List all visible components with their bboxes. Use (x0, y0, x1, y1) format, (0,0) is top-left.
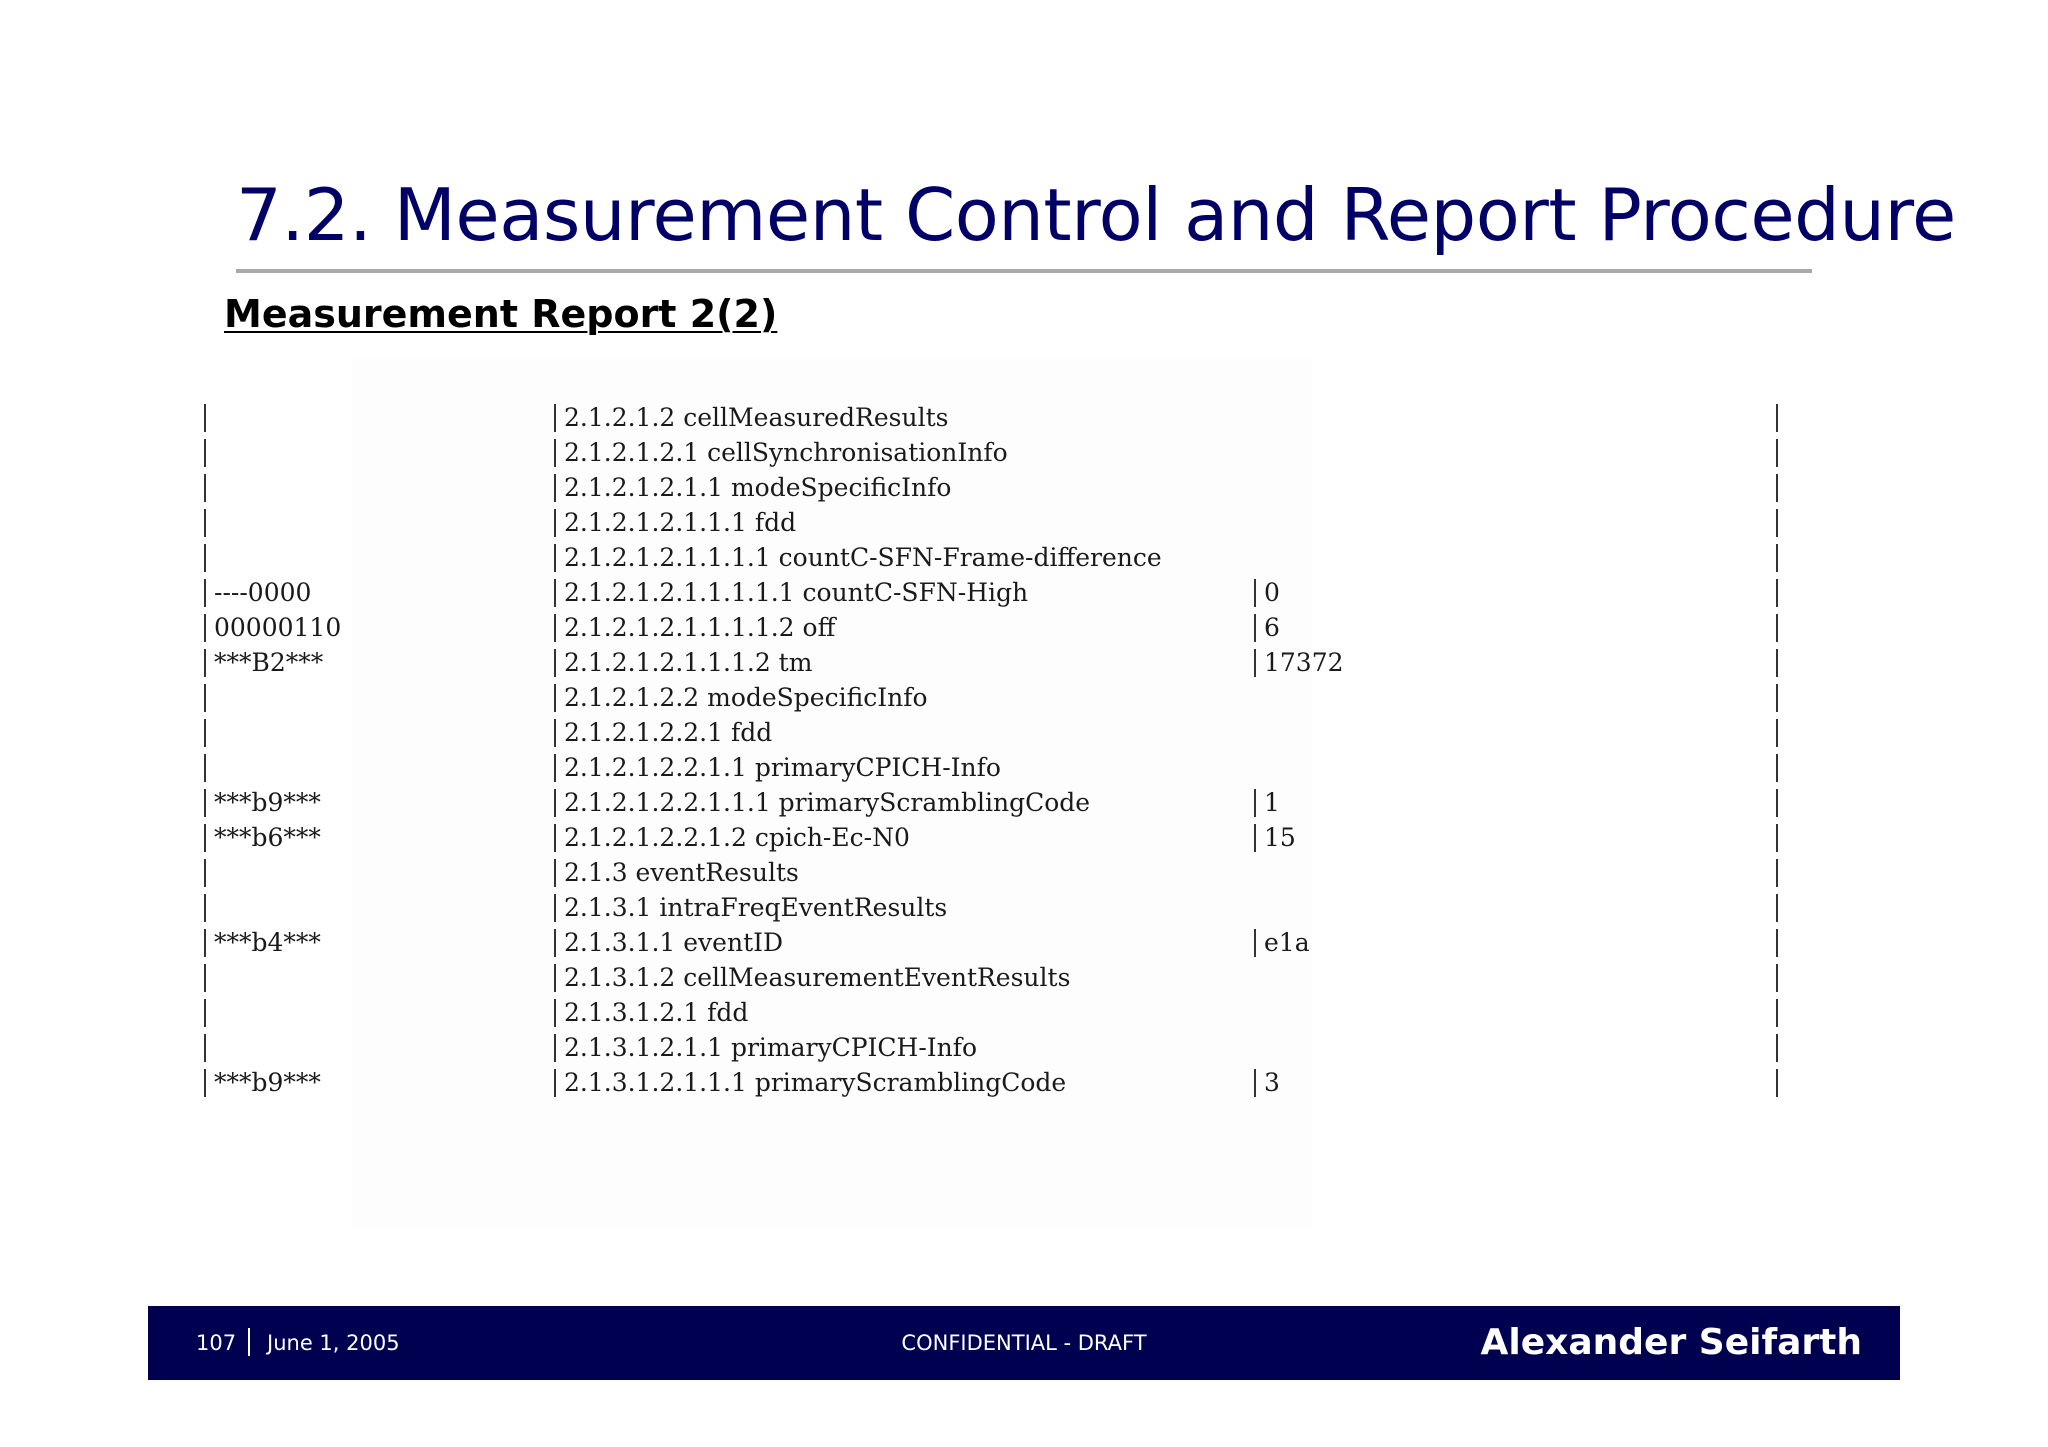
raw-bits-text: 00000110 (214, 613, 342, 642)
field-name-text: 2.1.2.1.2.1 cellSynchronisationInfo (564, 438, 1008, 467)
column-separator (204, 474, 206, 502)
column-separator (554, 929, 556, 957)
field-name-cell (554, 925, 1254, 960)
column-separator (1776, 929, 1778, 957)
column-separator (204, 404, 206, 432)
column-separator (1776, 964, 1778, 992)
field-name-cell (554, 1065, 1254, 1100)
field-name-text: 2.1.3.1 intraFreqEventResults (564, 893, 948, 922)
field-name-text: 2.1.3.1.1 eventID (564, 928, 784, 957)
field-name-cell (554, 1030, 1254, 1065)
column-separator (204, 544, 206, 572)
field-value-cell (1254, 540, 1776, 575)
trace-row (204, 610, 1782, 645)
field-value-cell (1254, 890, 1776, 925)
field-name-cell (554, 435, 1254, 470)
field-name-text: 2.1.2.1.2.1.1.1.1 countC-SFN-Frame-difference (564, 543, 1162, 572)
column-separator (1776, 614, 1778, 642)
column-separator (1776, 754, 1778, 782)
column-separator (204, 824, 206, 852)
column-separator (554, 649, 556, 677)
field-name-text: 2.1.3.1.2.1 fdd (564, 998, 749, 1027)
column-separator (554, 964, 556, 992)
field-value-cell (1254, 645, 1776, 680)
trace-row (204, 785, 1782, 820)
column-separator (1254, 1069, 1256, 1097)
column-separator (554, 509, 556, 537)
trace-row (204, 1065, 1782, 1100)
row-end-cell (1776, 505, 1782, 540)
field-name-text: 2.1.2.1.2.2.1 fdd (564, 718, 773, 747)
field-value-cell (1254, 785, 1776, 820)
raw-bits-text: ***b4*** (214, 928, 321, 957)
raw-bits-cell (204, 505, 554, 540)
column-separator (554, 789, 556, 817)
column-separator (554, 719, 556, 747)
column-separator (204, 649, 206, 677)
field-name-text: 2.1.2.1.2.2.1.2 cpich-Ec-N0 (564, 823, 910, 852)
field-name-cell (554, 680, 1254, 715)
column-separator (204, 894, 206, 922)
raw-bits-cell (204, 435, 554, 470)
field-value-cell (1254, 1065, 1776, 1100)
column-separator (204, 684, 206, 712)
field-value-cell (1254, 435, 1776, 470)
row-end-cell (1776, 540, 1782, 575)
trace-row (204, 750, 1782, 785)
field-name-cell (554, 995, 1254, 1030)
field-value-text: e1a (1264, 928, 1310, 957)
column-separator (1776, 509, 1778, 537)
row-end-cell (1776, 995, 1782, 1030)
field-name-cell (554, 715, 1254, 750)
trace-row (204, 715, 1782, 750)
trace-row (204, 645, 1782, 680)
column-separator (204, 929, 206, 957)
field-value-cell (1254, 820, 1776, 855)
column-separator (1776, 894, 1778, 922)
column-separator (204, 1034, 206, 1062)
column-separator (1254, 614, 1256, 642)
row-end-cell (1776, 435, 1782, 470)
field-name-text: 2.1.3.1.2.1.1.1 primaryScramblingCode (564, 1068, 1067, 1097)
trace-row (204, 820, 1782, 855)
column-separator (554, 404, 556, 432)
raw-bits-cell (204, 785, 554, 820)
column-separator (1254, 929, 1256, 957)
field-name-text: 2.1.2.1.2.1.1.1 fdd (564, 508, 797, 537)
row-end-cell (1776, 785, 1782, 820)
field-value-cell (1254, 575, 1776, 610)
column-separator (554, 754, 556, 782)
trace-row (204, 400, 1782, 435)
field-value-text: 15 (1264, 823, 1296, 852)
column-separator (1776, 579, 1778, 607)
raw-bits-text: ***b6*** (214, 823, 321, 852)
field-name-cell (554, 890, 1254, 925)
row-end-cell (1776, 890, 1782, 925)
column-separator (1776, 1069, 1778, 1097)
raw-bits-cell (204, 575, 554, 610)
column-separator (554, 1034, 556, 1062)
field-value-cell (1254, 960, 1776, 995)
field-name-text: 2.1.2.1.2.1.1.1.2 tm (564, 648, 813, 677)
column-separator (1776, 1034, 1778, 1062)
trace-row (204, 435, 1782, 470)
field-name-cell (554, 575, 1254, 610)
row-end-cell (1776, 715, 1782, 750)
footer-date: June 1, 2005 (267, 1331, 400, 1355)
field-name-cell (554, 400, 1254, 435)
column-separator (204, 439, 206, 467)
column-separator (1776, 404, 1778, 432)
column-separator (204, 579, 206, 607)
field-value-cell (1254, 750, 1776, 785)
column-separator (1776, 439, 1778, 467)
field-name-text: 2.1.2.1.2.2.1.1.1 primaryScramblingCode (564, 788, 1091, 817)
slide-title: 7.2. Measurement Control and Report Procedure (236, 173, 1956, 257)
title-divider (236, 269, 1812, 273)
field-value-cell (1254, 1030, 1776, 1065)
column-separator (1776, 649, 1778, 677)
field-name-cell (554, 855, 1254, 890)
column-separator (554, 824, 556, 852)
row-end-cell (1776, 960, 1782, 995)
trace-row (204, 925, 1782, 960)
trace-row (204, 960, 1782, 995)
row-end-cell (1776, 575, 1782, 610)
column-separator (1254, 824, 1256, 852)
raw-bits-cell (204, 1030, 554, 1065)
column-separator (554, 474, 556, 502)
column-separator (1254, 649, 1256, 677)
field-name-cell (554, 505, 1254, 540)
raw-bits-cell (204, 540, 554, 575)
field-name-cell (554, 540, 1254, 575)
column-separator (554, 859, 556, 887)
column-separator (554, 894, 556, 922)
column-separator (204, 859, 206, 887)
column-separator (554, 999, 556, 1027)
column-separator (1776, 999, 1778, 1027)
raw-bits-cell (204, 750, 554, 785)
column-separator (554, 684, 556, 712)
raw-bits-cell (204, 995, 554, 1030)
column-separator (204, 509, 206, 537)
column-separator (1776, 684, 1778, 712)
field-value-cell (1254, 680, 1776, 715)
column-separator (554, 544, 556, 572)
raw-bits-text: ***B2*** (214, 648, 324, 677)
row-end-cell (1776, 855, 1782, 890)
column-separator (554, 614, 556, 642)
column-separator (204, 999, 206, 1027)
column-separator (1776, 859, 1778, 887)
raw-bits-cell (204, 925, 554, 960)
raw-bits-cell (204, 855, 554, 890)
field-name-cell (554, 645, 1254, 680)
column-separator (554, 1069, 556, 1097)
field-value-text: 1 (1264, 788, 1280, 817)
field-value-text: 6 (1264, 613, 1280, 642)
row-end-cell (1776, 645, 1782, 680)
column-separator (1776, 544, 1778, 572)
row-end-cell (1776, 680, 1782, 715)
decoded-message-trace (204, 400, 1782, 1100)
raw-bits-cell (204, 680, 554, 715)
field-value-cell (1254, 610, 1776, 645)
field-name-cell (554, 785, 1254, 820)
column-separator (204, 614, 206, 642)
field-name-text: 2.1.3.1.2 cellMeasurementEventResults (564, 963, 1071, 992)
column-separator (554, 579, 556, 607)
column-separator (1776, 719, 1778, 747)
column-separator (1776, 474, 1778, 502)
field-name-text: 2.1.2.1.2.2.1.1 primaryCPICH-Info (564, 753, 1001, 782)
field-name-text: 2.1.3.1.2.1.1 primaryCPICH-Info (564, 1033, 978, 1062)
raw-bits-cell (204, 400, 554, 435)
row-end-cell (1776, 1065, 1782, 1100)
row-end-cell (1776, 750, 1782, 785)
field-value-cell (1254, 505, 1776, 540)
column-separator (204, 719, 206, 747)
raw-bits-cell (204, 960, 554, 995)
column-separator (1776, 824, 1778, 852)
trace-row (204, 540, 1782, 575)
field-name-cell (554, 750, 1254, 785)
row-end-cell (1776, 470, 1782, 505)
column-separator (1254, 579, 1256, 607)
page-number: 107 (196, 1331, 237, 1355)
field-name-text: 2.1.3 eventResults (564, 858, 799, 887)
confidentiality-label: CONFIDENTIAL - DRAFT (901, 1331, 1147, 1355)
trace-row (204, 1030, 1782, 1065)
field-value-cell (1254, 400, 1776, 435)
raw-bits-text: ***b9*** (214, 1068, 321, 1097)
raw-bits-cell (204, 645, 554, 680)
raw-bits-cell (204, 890, 554, 925)
column-separator (204, 964, 206, 992)
footer-bar (148, 1306, 1900, 1380)
column-separator (204, 1069, 206, 1097)
slide-subtitle: Measurement Report 2(2) (224, 292, 778, 336)
field-name-text: 2.1.2.1.2.2 modeSpecificInfo (564, 683, 928, 712)
raw-bits-cell (204, 470, 554, 505)
author-name: Alexander Seifarth (1480, 1322, 1862, 1363)
field-value-cell (1254, 855, 1776, 890)
raw-bits-cell (204, 715, 554, 750)
field-value-cell (1254, 715, 1776, 750)
row-end-cell (1776, 400, 1782, 435)
field-value-cell (1254, 995, 1776, 1030)
field-name-text: 2.1.2.1.2 cellMeasuredResults (564, 403, 949, 432)
field-name-cell (554, 470, 1254, 505)
trace-row (204, 575, 1782, 610)
row-end-cell (1776, 925, 1782, 960)
field-value-text: 0 (1264, 578, 1280, 607)
raw-bits-cell (204, 1065, 554, 1100)
field-value-text: 3 (1264, 1068, 1280, 1097)
field-value-cell (1254, 925, 1776, 960)
column-separator (554, 439, 556, 467)
field-name-cell (554, 960, 1254, 995)
field-name-text: 2.1.2.1.2.1.1 modeSpecificInfo (564, 473, 952, 502)
field-name-text: 2.1.2.1.2.1.1.1.1.1 countC-SFN-High (564, 578, 1029, 607)
trace-row (204, 680, 1782, 715)
trace-row (204, 995, 1782, 1030)
raw-bits-text: ----0000 (214, 578, 312, 607)
raw-bits-cell (204, 610, 554, 645)
trace-row (204, 505, 1782, 540)
field-name-text: 2.1.2.1.2.1.1.1.1.2 off (564, 613, 836, 642)
raw-bits-cell (204, 820, 554, 855)
field-value-text: 17372 (1264, 648, 1344, 677)
field-name-cell (554, 820, 1254, 855)
row-end-cell (1776, 1030, 1782, 1065)
trace-row (204, 470, 1782, 505)
column-separator (1254, 789, 1256, 817)
raw-bits-text: ***b9*** (214, 788, 321, 817)
trace-row (204, 855, 1782, 890)
trace-row (204, 890, 1782, 925)
field-name-cell (554, 610, 1254, 645)
column-separator (204, 789, 206, 817)
row-end-cell (1776, 610, 1782, 645)
column-separator (1776, 789, 1778, 817)
row-end-cell (1776, 820, 1782, 855)
column-separator (204, 754, 206, 782)
field-value-cell (1254, 470, 1776, 505)
